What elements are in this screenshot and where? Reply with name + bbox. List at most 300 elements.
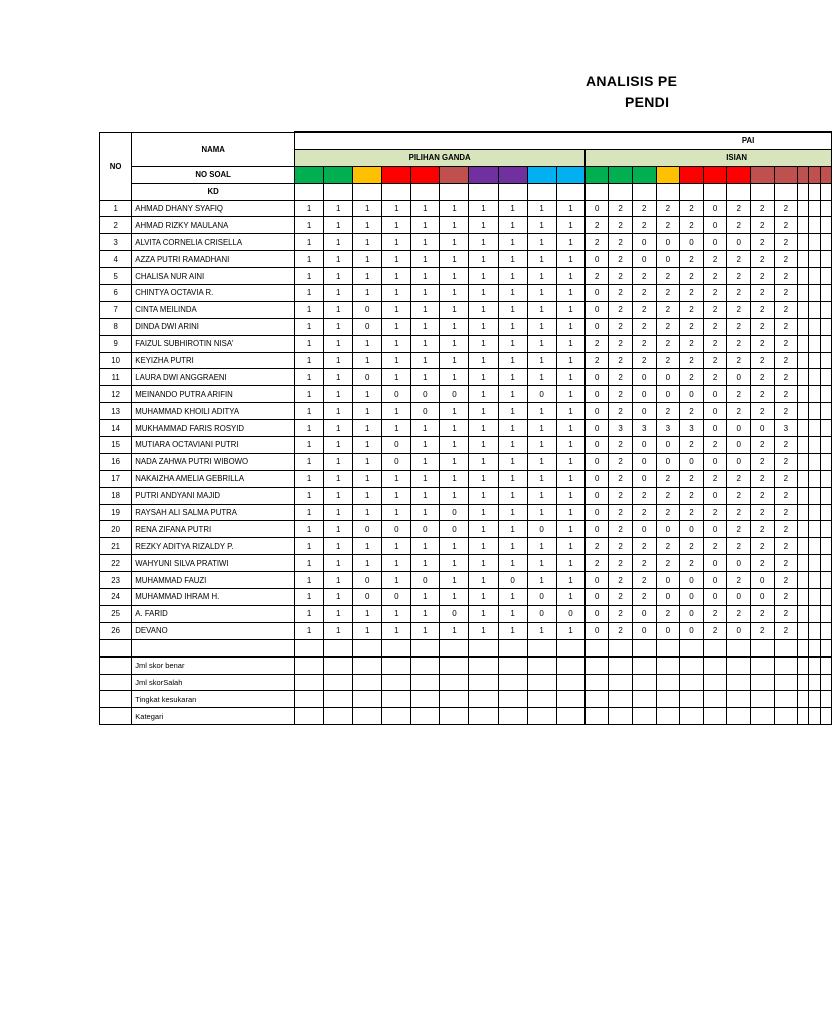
isian-score: 2	[656, 403, 680, 420]
isian-score: 0	[680, 589, 704, 606]
isian-score: 2	[750, 504, 774, 521]
student-number: 19	[100, 504, 132, 521]
report-title-line2: PENDI	[625, 94, 670, 110]
isian-score: 2	[727, 521, 751, 538]
isian-score: 2	[774, 285, 798, 302]
isian-score: 2	[632, 538, 656, 555]
isian-score: 2	[632, 504, 656, 521]
pg-score: 1	[527, 352, 556, 369]
pg-score: 1	[324, 285, 353, 302]
isian-score	[798, 470, 809, 487]
pg-score: 1	[295, 251, 324, 268]
isian-score: 2	[727, 470, 751, 487]
pg-score: 1	[353, 538, 382, 555]
pg-score: 1	[527, 403, 556, 420]
pg-score: 1	[295, 622, 324, 639]
isian-score: 2	[656, 504, 680, 521]
pg-score: 1	[498, 386, 527, 403]
pg-score: 1	[498, 285, 527, 302]
isian-score	[820, 589, 831, 606]
isian-score: 2	[703, 622, 727, 639]
pg-score: 1	[353, 200, 382, 217]
isian-score: 2	[750, 234, 774, 251]
isian-score: 2	[727, 572, 751, 589]
isian-score	[809, 251, 820, 268]
pg-score: 1	[295, 403, 324, 420]
summary-cell	[727, 708, 751, 725]
student-name: LAURA DWI ANGGRAENI	[132, 369, 295, 386]
blank-cell	[382, 639, 411, 656]
pg-score: 0	[527, 605, 556, 622]
isian-score: 2	[609, 335, 633, 352]
pg-score: 1	[527, 318, 556, 335]
student-number: 24	[100, 589, 132, 606]
table-row	[100, 504, 832, 521]
pg-score: 1	[295, 470, 324, 487]
student-number: 3	[100, 234, 132, 251]
blank-cell	[353, 639, 382, 656]
summary-cell	[609, 708, 633, 725]
summary-cell	[727, 657, 751, 674]
summary-row	[100, 708, 832, 725]
isian-score: 2	[774, 335, 798, 352]
pg-score: 1	[295, 572, 324, 589]
kd-cell	[632, 183, 656, 200]
pg-score: 1	[469, 335, 498, 352]
isian-score: 2	[680, 369, 704, 386]
pg-score: 1	[353, 487, 382, 504]
kd-color-swatch	[353, 166, 382, 183]
pg-score: 1	[498, 251, 527, 268]
pg-score: 1	[498, 268, 527, 285]
student-name: MUHAMMAD KHOILI ADITYA	[132, 403, 295, 420]
pg-score: 1	[324, 335, 353, 352]
table-row	[100, 605, 832, 622]
isian-score	[820, 605, 831, 622]
summary-cell	[656, 691, 680, 708]
pg-score: 1	[295, 487, 324, 504]
pg-score: 1	[440, 234, 469, 251]
summary-cell	[680, 657, 704, 674]
isian-score	[809, 403, 820, 420]
summary-cell	[809, 691, 820, 708]
summary-cell	[585, 674, 609, 691]
pg-score: 1	[295, 285, 324, 302]
pg-score: 1	[498, 403, 527, 420]
student-name: RAYSAH ALI SALMA PUTRA	[132, 504, 295, 521]
isian-score	[809, 453, 820, 470]
table-row	[100, 453, 832, 470]
pg-score: 1	[498, 420, 527, 437]
kd-color-swatch	[382, 166, 411, 183]
table-row	[100, 335, 832, 352]
isian-score: 0	[703, 555, 727, 572]
pg-score: 0	[411, 403, 440, 420]
isian-score	[798, 200, 809, 217]
pg-score: 0	[382, 589, 411, 606]
kd-color-swatch	[750, 166, 774, 183]
pg-score: 1	[498, 504, 527, 521]
isian-score	[798, 437, 809, 454]
summary-cell	[609, 674, 633, 691]
isian-score	[798, 217, 809, 234]
pg-score: 1	[324, 555, 353, 572]
isian-score: 0	[680, 521, 704, 538]
pg-score: 1	[353, 352, 382, 369]
isian-score: 2	[609, 318, 633, 335]
isian-score: 2	[656, 555, 680, 572]
pg-score: 1	[324, 352, 353, 369]
pg-score: 1	[324, 487, 353, 504]
isian-score: 0	[656, 437, 680, 454]
blank-cell	[440, 639, 469, 656]
pg-score: 1	[295, 268, 324, 285]
pg-score: 1	[353, 217, 382, 234]
kd-cell	[295, 183, 324, 200]
pg-score: 1	[411, 318, 440, 335]
pg-score: 1	[469, 521, 498, 538]
student-number: 12	[100, 386, 132, 403]
pg-score: 1	[411, 589, 440, 606]
summary-cell	[820, 657, 831, 674]
isian-score	[798, 318, 809, 335]
pg-score: 1	[353, 605, 382, 622]
isian-score: 2	[774, 453, 798, 470]
isian-score	[809, 217, 820, 234]
pg-score: 1	[556, 555, 585, 572]
summary-cell	[680, 674, 704, 691]
pg-score: 1	[556, 437, 585, 454]
isian-score	[820, 335, 831, 352]
isian-score: 2	[680, 504, 704, 521]
table-row	[100, 352, 832, 369]
pg-score: 1	[353, 555, 382, 572]
pg-score: 1	[353, 234, 382, 251]
table-row	[100, 437, 832, 454]
pg-score: 1	[527, 453, 556, 470]
isian-score	[820, 386, 831, 403]
blank-cell	[498, 639, 527, 656]
pg-score: 1	[440, 453, 469, 470]
header-nama: NAMA	[132, 132, 295, 166]
table-row	[100, 318, 832, 335]
isian-score: 2	[727, 217, 751, 234]
isian-score: 2	[750, 301, 774, 318]
student-number: 15	[100, 437, 132, 454]
isian-score: 2	[750, 335, 774, 352]
header-subject: PAI	[295, 132, 832, 149]
isian-score: 2	[750, 369, 774, 386]
isian-score	[798, 453, 809, 470]
pg-score: 1	[411, 301, 440, 318]
summary-cell	[798, 674, 809, 691]
isian-score: 2	[656, 268, 680, 285]
student-name: CHALISA NUR AINI	[132, 268, 295, 285]
summary-cell	[774, 691, 798, 708]
isian-score: 2	[609, 504, 633, 521]
kd-color-swatch	[609, 166, 633, 183]
pg-score: 0	[411, 521, 440, 538]
pg-score: 1	[295, 538, 324, 555]
pg-score: 1	[353, 437, 382, 454]
summary-cell	[750, 708, 774, 725]
isian-score: 2	[609, 234, 633, 251]
summary-label: Tingkat kesukaran	[132, 691, 295, 708]
blank-cell	[820, 639, 831, 656]
pg-score: 1	[556, 335, 585, 352]
student-name: DEVANO	[132, 622, 295, 639]
isian-score: 0	[632, 369, 656, 386]
pg-score: 1	[411, 335, 440, 352]
isian-score: 0	[703, 589, 727, 606]
isian-score	[809, 268, 820, 285]
isian-score: 2	[632, 301, 656, 318]
isian-score: 2	[727, 386, 751, 403]
pg-score: 1	[527, 504, 556, 521]
summary-cell	[469, 674, 498, 691]
pg-score: 1	[527, 335, 556, 352]
blank-cell	[324, 639, 353, 656]
pg-score: 1	[440, 352, 469, 369]
isian-score	[809, 521, 820, 538]
isian-score: 2	[774, 572, 798, 589]
summary-cell	[632, 657, 656, 674]
isian-score: 2	[609, 251, 633, 268]
isian-score	[809, 470, 820, 487]
isian-score	[798, 301, 809, 318]
isian-score	[798, 555, 809, 572]
pg-score: 1	[382, 470, 411, 487]
table-row	[100, 589, 832, 606]
pg-score: 1	[295, 605, 324, 622]
pg-score: 1	[324, 605, 353, 622]
isian-score	[798, 285, 809, 302]
kd-color-swatch	[440, 166, 469, 183]
pg-score: 1	[295, 301, 324, 318]
isian-score: 0	[632, 453, 656, 470]
pg-score: 0	[353, 589, 382, 606]
kd-cell	[798, 183, 809, 200]
pg-score: 0	[440, 521, 469, 538]
summary-cell	[556, 657, 585, 674]
pg-score: 1	[295, 369, 324, 386]
isian-score: 0	[585, 403, 609, 420]
isian-score: 0	[703, 487, 727, 504]
pg-score: 1	[440, 538, 469, 555]
summary-cell	[556, 708, 585, 725]
pg-score: 1	[324, 453, 353, 470]
kd-color-swatch	[527, 166, 556, 183]
student-name: WAHYUNI SILVA PRATIWI	[132, 555, 295, 572]
student-name: REZKY ADITYA RIZALDY P.	[132, 538, 295, 555]
isian-score	[820, 369, 831, 386]
summary-cell	[295, 708, 324, 725]
pg-score: 1	[382, 403, 411, 420]
isian-score: 2	[680, 217, 704, 234]
kd-color-swatch	[820, 166, 831, 183]
pg-score: 1	[382, 622, 411, 639]
isian-score	[809, 234, 820, 251]
pg-score: 1	[295, 420, 324, 437]
isian-score: 2	[609, 217, 633, 234]
pg-score: 1	[498, 217, 527, 234]
blank-cell	[809, 639, 820, 656]
student-number: 18	[100, 487, 132, 504]
isian-score: 0	[632, 622, 656, 639]
student-name: MUKHAMMAD FARIS ROSYID	[132, 420, 295, 437]
pg-score: 1	[556, 403, 585, 420]
pg-score: 1	[324, 268, 353, 285]
summary-cell	[750, 657, 774, 674]
pg-score: 1	[498, 369, 527, 386]
summary-cell	[324, 691, 353, 708]
blank-cell	[656, 639, 680, 656]
pg-score: 1	[382, 487, 411, 504]
isian-score: 2	[703, 301, 727, 318]
isian-score: 0	[703, 234, 727, 251]
pg-score: 1	[440, 470, 469, 487]
isian-score: 2	[774, 234, 798, 251]
isian-score: 2	[609, 301, 633, 318]
isian-score: 0	[585, 487, 609, 504]
isian-score: 0	[585, 470, 609, 487]
isian-score	[809, 538, 820, 555]
pg-score: 0	[382, 453, 411, 470]
kd-color-swatch	[680, 166, 704, 183]
pg-score: 1	[527, 251, 556, 268]
isian-score: 2	[680, 470, 704, 487]
pg-score: 1	[440, 268, 469, 285]
table-row	[100, 234, 832, 251]
kd-color-swatch	[469, 166, 498, 183]
pg-score: 1	[556, 234, 585, 251]
isian-score: 2	[774, 268, 798, 285]
kd-color-swatch	[798, 166, 809, 183]
pg-score: 1	[440, 622, 469, 639]
isian-score	[798, 335, 809, 352]
student-name: MUHAMMAD IHRAM H.	[132, 589, 295, 606]
pg-score: 1	[469, 217, 498, 234]
pg-score: 1	[440, 487, 469, 504]
pg-score: 1	[440, 437, 469, 454]
isian-score: 2	[656, 217, 680, 234]
pg-score: 1	[498, 555, 527, 572]
summary-cell	[809, 657, 820, 674]
pg-score: 1	[295, 234, 324, 251]
pg-score: 1	[556, 352, 585, 369]
report-title-line1: ANALISIS PE	[586, 73, 678, 89]
pg-score: 1	[498, 470, 527, 487]
pg-score: 1	[324, 251, 353, 268]
isian-score	[798, 605, 809, 622]
isian-score: 2	[750, 217, 774, 234]
summary-cell	[382, 691, 411, 708]
isian-score: 2	[680, 318, 704, 335]
pg-score: 1	[324, 622, 353, 639]
isian-score: 2	[609, 589, 633, 606]
isian-score: 2	[632, 352, 656, 369]
summary-row	[100, 657, 832, 674]
student-name: CINTA MEILINDA	[132, 301, 295, 318]
pg-score: 1	[556, 200, 585, 217]
summary-cell	[440, 674, 469, 691]
pg-score: 1	[353, 622, 382, 639]
isian-score: 0	[585, 622, 609, 639]
isian-score	[820, 504, 831, 521]
kd-cell	[469, 183, 498, 200]
isian-score	[820, 521, 831, 538]
pg-score: 1	[469, 234, 498, 251]
isian-score: 0	[585, 318, 609, 335]
isian-score: 2	[632, 318, 656, 335]
isian-score: 0	[703, 521, 727, 538]
isian-score: 2	[609, 521, 633, 538]
isian-score	[809, 386, 820, 403]
blank-cell	[585, 639, 609, 656]
isian-score: 2	[774, 538, 798, 555]
isian-score: 0	[680, 386, 704, 403]
isian-score: 0	[632, 521, 656, 538]
table-row	[100, 200, 832, 217]
pg-score: 1	[469, 386, 498, 403]
table-row	[100, 369, 832, 386]
summary-cell	[703, 674, 727, 691]
blank-cell	[469, 639, 498, 656]
summary-cell	[324, 708, 353, 725]
pg-score: 1	[498, 437, 527, 454]
isian-score: 2	[609, 268, 633, 285]
pg-score: 1	[353, 251, 382, 268]
pg-score: 1	[353, 403, 382, 420]
isian-score: 2	[727, 301, 751, 318]
isian-score: 0	[727, 369, 751, 386]
isian-score: 0	[632, 234, 656, 251]
pg-score: 1	[411, 285, 440, 302]
isian-score: 0	[703, 217, 727, 234]
pg-score: 1	[411, 555, 440, 572]
pg-score: 1	[324, 386, 353, 403]
isian-score: 0	[585, 504, 609, 521]
isian-score: 2	[609, 437, 633, 454]
student-number: 25	[100, 605, 132, 622]
isian-score: 2	[656, 538, 680, 555]
isian-score: 2	[585, 234, 609, 251]
isian-score: 2	[727, 605, 751, 622]
pg-score: 1	[527, 234, 556, 251]
header-no: NO	[100, 132, 132, 200]
summary-cell	[774, 674, 798, 691]
kd-cell	[585, 183, 609, 200]
pg-score: 1	[411, 352, 440, 369]
pg-score: 1	[469, 589, 498, 606]
isian-score	[809, 605, 820, 622]
isian-score: 2	[703, 369, 727, 386]
isian-score: 2	[609, 538, 633, 555]
summary-cell	[440, 657, 469, 674]
isian-score: 0	[656, 369, 680, 386]
pg-score: 1	[469, 572, 498, 589]
blank-cell	[295, 639, 324, 656]
pg-score: 1	[382, 251, 411, 268]
summary-label: Kategari	[132, 708, 295, 725]
summary-label: Jml skorSalah	[132, 674, 295, 691]
pg-score: 1	[498, 538, 527, 555]
student-number: 7	[100, 301, 132, 318]
kd-cell	[353, 183, 382, 200]
student-name: KEYIZHA PUTRI	[132, 352, 295, 369]
summary-cell	[469, 708, 498, 725]
pg-score: 1	[295, 521, 324, 538]
